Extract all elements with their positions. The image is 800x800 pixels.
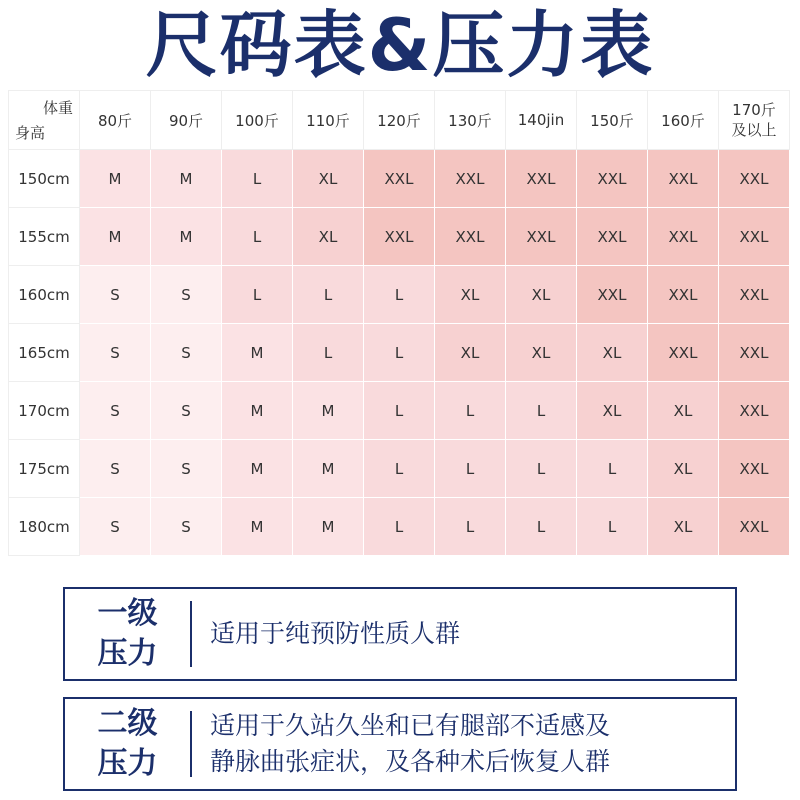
size-cell: S: [80, 440, 151, 498]
weight-header: 100斤: [222, 91, 293, 150]
pressure-level-1-box: [63, 587, 737, 681]
size-cell: L: [435, 382, 506, 440]
weight-header: 110斤: [293, 91, 364, 150]
size-cell: L: [222, 208, 293, 266]
size-cell: M: [151, 150, 222, 208]
height-label: 150cm: [9, 150, 80, 208]
size-cell: XXL: [364, 208, 435, 266]
size-cell: M: [151, 208, 222, 266]
pressure-level-description: 适用于久站久坐和已有腿部不适感及 静脉曲张症状，及各种术后恢复人群: [210, 711, 611, 776]
size-cell: L: [364, 440, 435, 498]
header-row: [9, 91, 790, 150]
corner-cell: [9, 91, 80, 150]
size-cell: S: [151, 382, 222, 440]
weight-axis-label: 体重: [42, 99, 73, 117]
pressure-level-title: 二级 压力: [97, 706, 158, 781]
weight-header: 160斤: [648, 91, 719, 150]
height-label: 160cm: [9, 266, 80, 324]
size-chart-table: [8, 90, 790, 556]
size-cell: XXL: [506, 150, 577, 208]
size-cell: M: [80, 150, 151, 208]
weight-header-line: 170斤: [732, 101, 776, 119]
size-cell: L: [364, 266, 435, 324]
size-cell: M: [222, 498, 293, 556]
size-cell: XXL: [577, 208, 648, 266]
size-cell: XXL: [435, 208, 506, 266]
size-cell: M: [222, 382, 293, 440]
pressure-level-title: 一级 压力: [97, 596, 158, 671]
size-cell: XXL: [719, 498, 790, 556]
weight-header: 80斤: [80, 91, 151, 150]
weight-header: 140jin: [506, 91, 577, 150]
size-cell: S: [151, 324, 222, 382]
size-cell: M: [293, 440, 364, 498]
size-cell: L: [364, 382, 435, 440]
size-cell: XXL: [719, 208, 790, 266]
size-cell: S: [80, 498, 151, 556]
size-cell: L: [364, 498, 435, 556]
weight-header: 90斤: [151, 91, 222, 150]
size-cell: S: [151, 440, 222, 498]
table-row: [9, 208, 790, 266]
table-row: [9, 498, 790, 556]
size-cell: L: [577, 498, 648, 556]
height-label: 175cm: [9, 440, 80, 498]
weight-header: 150斤: [577, 91, 648, 150]
size-cell: XL: [648, 498, 719, 556]
size-cell: XXL: [577, 266, 648, 324]
size-cell: XXL: [506, 208, 577, 266]
size-cell: XL: [293, 150, 364, 208]
size-cell: XL: [577, 324, 648, 382]
size-cell: L: [222, 266, 293, 324]
size-cell: XXL: [364, 150, 435, 208]
size-cell: S: [80, 382, 151, 440]
size-cell: XL: [435, 324, 506, 382]
size-cell: XXL: [648, 266, 719, 324]
size-cell: XXL: [719, 150, 790, 208]
size-cell: XXL: [648, 208, 719, 266]
size-cell: XL: [577, 382, 648, 440]
size-cell: XXL: [577, 150, 648, 208]
pressure-level-2-box: [63, 697, 737, 791]
size-cell: XXL: [719, 440, 790, 498]
size-cell: XL: [506, 266, 577, 324]
size-cell: M: [293, 498, 364, 556]
size-cell: L: [577, 440, 648, 498]
size-cell: M: [293, 382, 364, 440]
height-axis-label: 身高: [15, 124, 46, 142]
size-cell: XL: [435, 266, 506, 324]
pressure-level-description: 适用于纯预防性质人群: [210, 619, 461, 648]
size-cell: L: [435, 498, 506, 556]
size-cell: L: [364, 324, 435, 382]
height-label: 180cm: [9, 498, 80, 556]
size-cell: L: [506, 498, 577, 556]
size-cell: M: [222, 324, 293, 382]
size-cell: M: [80, 208, 151, 266]
size-cell: XXL: [435, 150, 506, 208]
page-title: 尺码表&压力表: [145, 3, 655, 87]
divider: [190, 711, 192, 777]
size-cell: L: [435, 440, 506, 498]
size-cell: L: [293, 266, 364, 324]
size-cell: XXL: [719, 324, 790, 382]
size-cell: M: [222, 440, 293, 498]
table-row: [9, 440, 790, 498]
size-cell: XL: [506, 324, 577, 382]
table-row: [9, 382, 790, 440]
table-row: [9, 150, 790, 208]
size-cell: S: [151, 266, 222, 324]
size-cell: L: [506, 440, 577, 498]
weight-header-line: 及以上: [731, 121, 777, 139]
size-cell: S: [80, 266, 151, 324]
weight-header: [719, 91, 790, 150]
size-cell: XXL: [648, 150, 719, 208]
size-cell: L: [293, 324, 364, 382]
size-cell: XL: [648, 382, 719, 440]
size-cell: XXL: [719, 382, 790, 440]
divider: [190, 601, 192, 667]
size-cell: S: [80, 324, 151, 382]
table-row: [9, 324, 790, 382]
size-cell: XL: [648, 440, 719, 498]
height-label: 170cm: [9, 382, 80, 440]
weight-header: 130斤: [435, 91, 506, 150]
size-cell: L: [506, 382, 577, 440]
size-cell: XXL: [719, 266, 790, 324]
size-cell: L: [222, 150, 293, 208]
weight-header: 120斤: [364, 91, 435, 150]
size-cell: S: [151, 498, 222, 556]
height-label: 155cm: [9, 208, 80, 266]
height-label: 165cm: [9, 324, 80, 382]
size-cell: XL: [293, 208, 364, 266]
table-row: [9, 266, 790, 324]
size-cell: XXL: [648, 324, 719, 382]
